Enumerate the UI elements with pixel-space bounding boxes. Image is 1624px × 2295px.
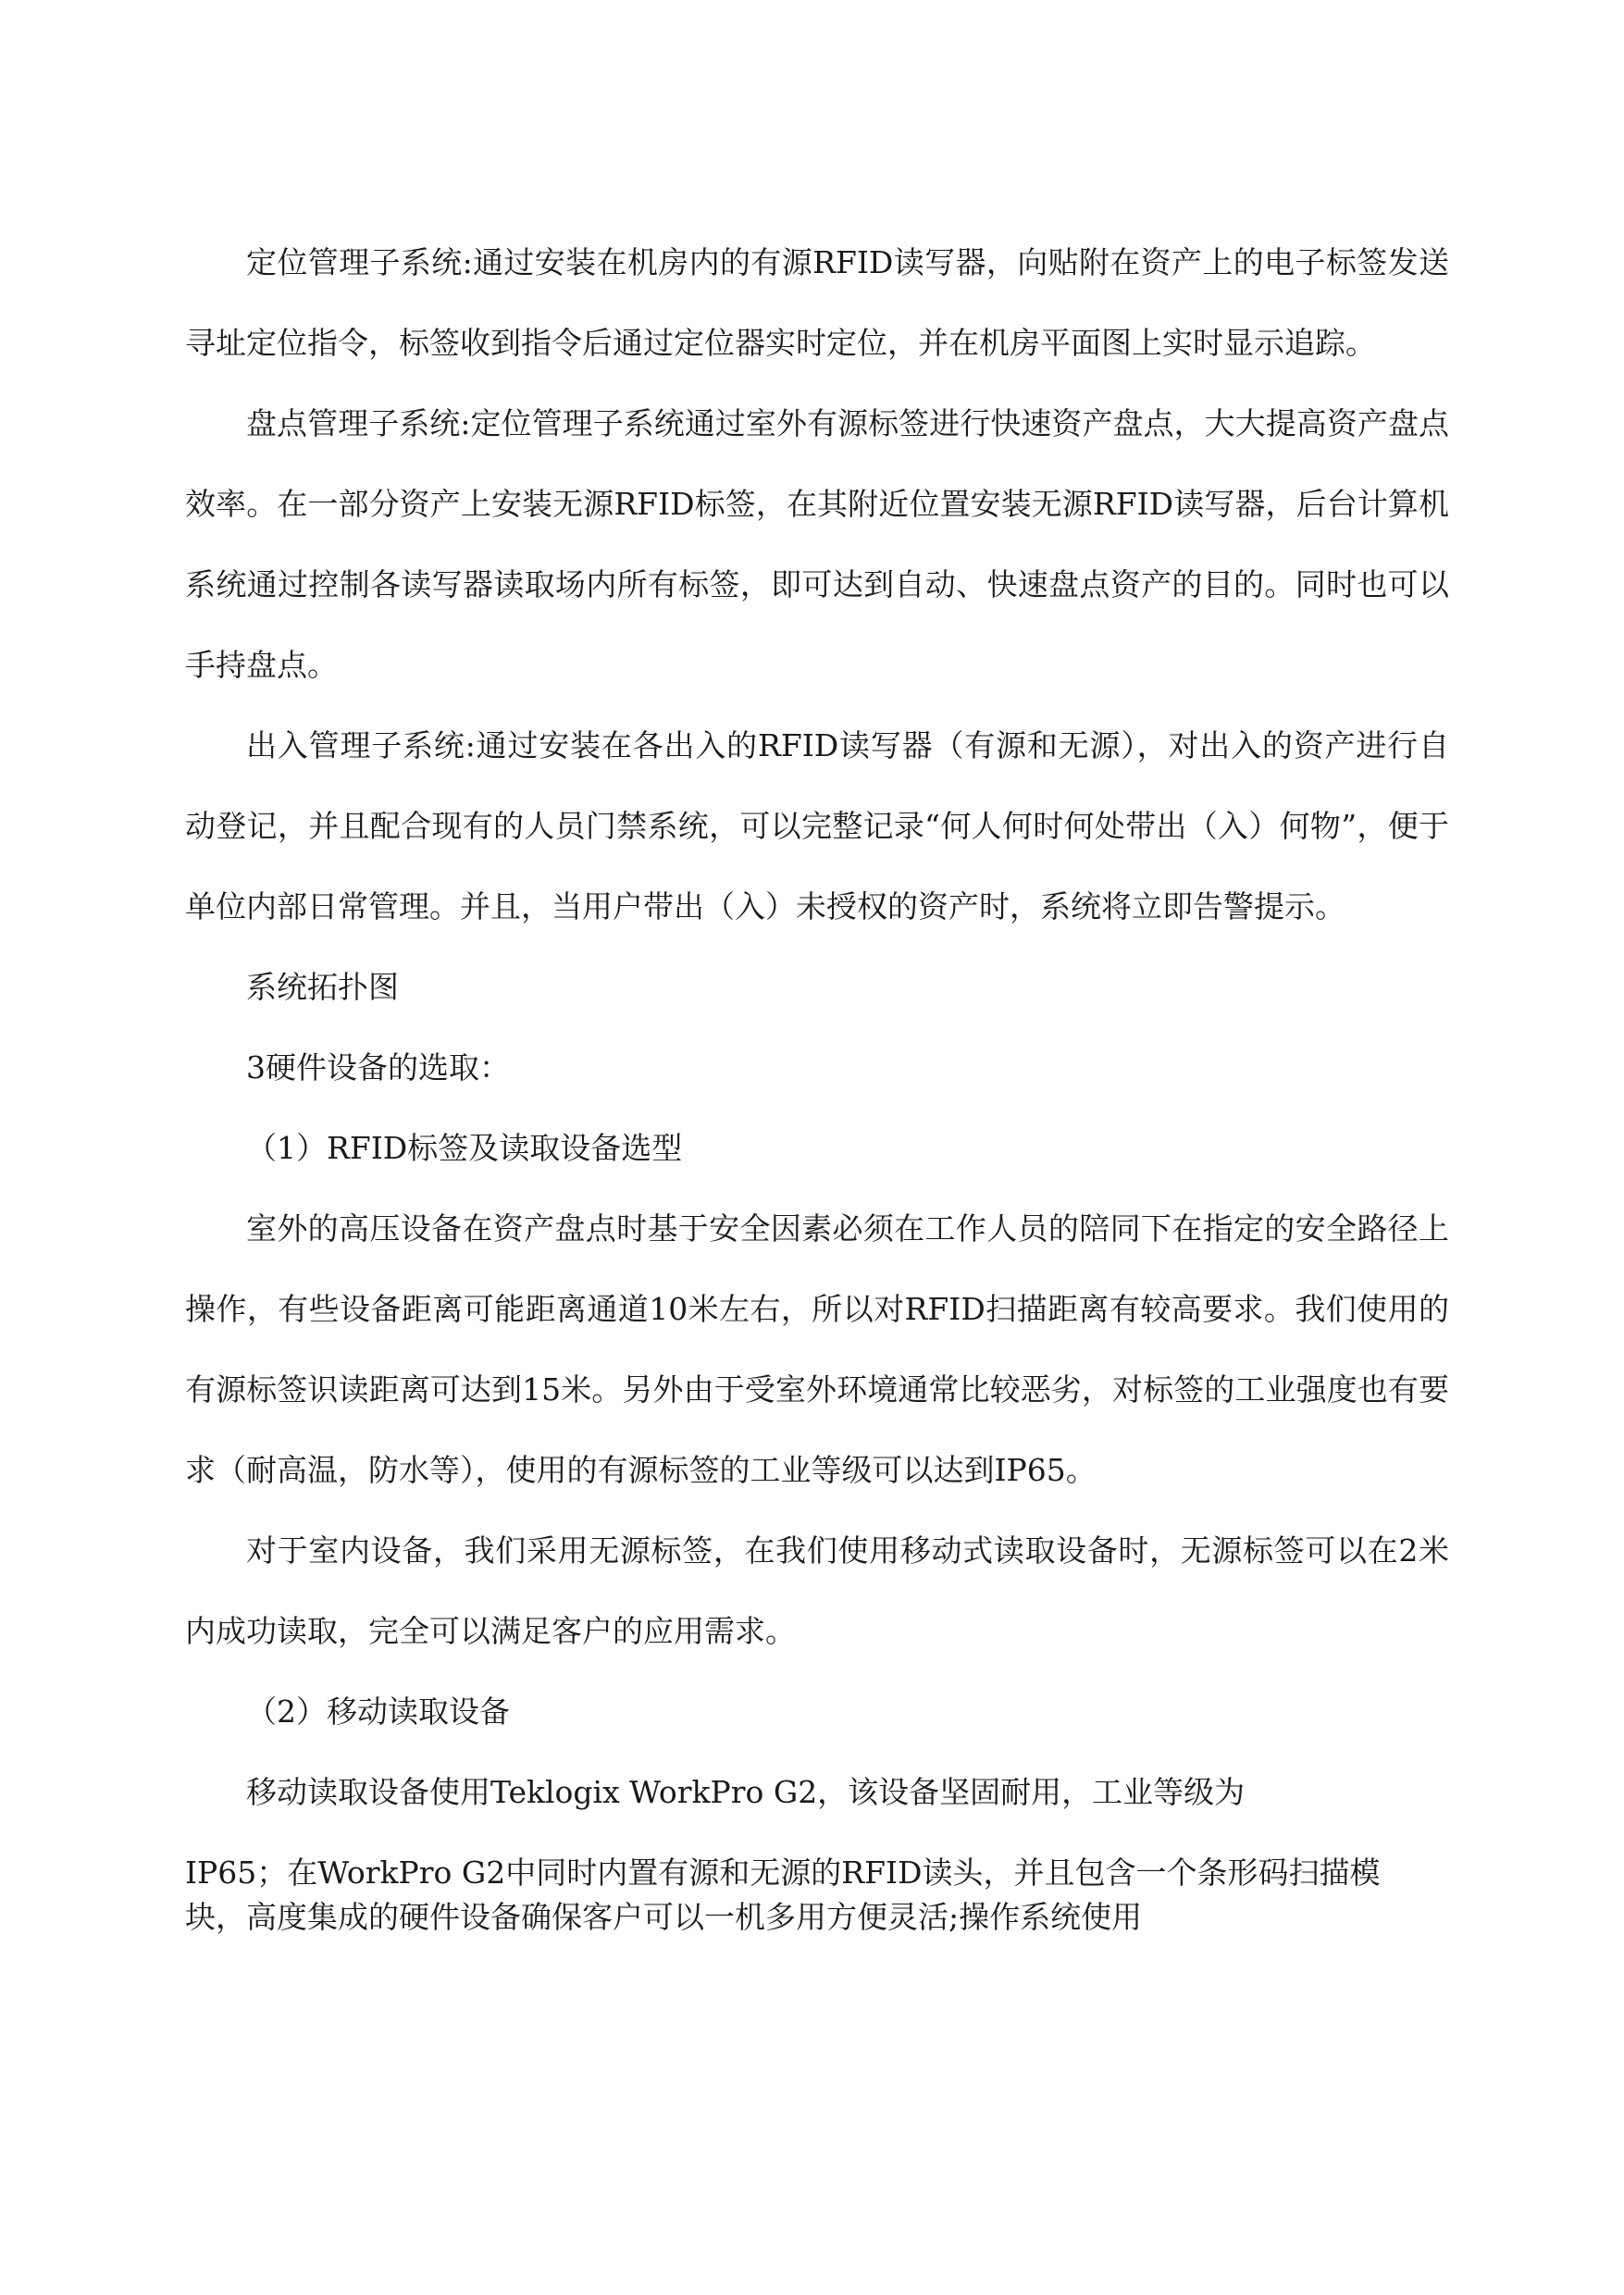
- paragraph-outdoor-tags: 室外的高压设备在资产盘点时基于安全因素必须在工作人员的陪同下在指定的安全路径上操作，有些设备距离可能距离通道10米左右，所以对RFID扫描距离有较高要求。我们使用的有源标签识读距离可达到15米。另外由于受室外环境通常比较恶劣，对标签的工业强度也有要求（耐高温，防水等），使用的有源标签的工业等级可以达到IP65。: [185, 1210, 1449, 1488]
- subsection-1-heading: （1）RFID标签及读取设备选型: [246, 1130, 683, 1166]
- paragraph-access-management: 出入管理子系统:通过安装在各出入的RFID读写器（有源和无源），对出入的资产进行自动登记，并且配合现有的人员门禁系统，可以完整记录“何人何时何处带出（入）何物”，便于单位内部日常管理。并且，当用户带出（入）未授权的资产时，系统将立即告警提示。: [185, 727, 1449, 924]
- mobile-reader-line-3: 块，高度集成的硬件设备确保客户可以一机多用方便灵活;操作系统使用: [185, 1899, 1143, 1935]
- paragraph-location-management: 定位管理子系统:通过安装在机房内的有源RFID读写器，向贴附在资产上的电子标签发送寻址定位指令，标签收到指令后通过定位器实时定位，并在机房平面图上实时显示追踪。: [185, 244, 1449, 361]
- mobile-reader-line-1: 移动读取设备使用Teklogix WorkPro G2，该设备坚固耐用，工业等级为: [246, 1774, 1246, 1810]
- subsection-2-heading: （2）移动读取设备: [246, 1693, 510, 1730]
- topology-heading: 系统拓扑图: [246, 969, 399, 1005]
- paragraph-inventory-management: 盘点管理子系统:定位管理子系统通过室外有源标签进行快速资产盘点，大大提高资产盘点效率。在一部分资产上安装无源RFID标签，在其附近位置安装无源RFID读写器，后台计算机系统通过控制各读写器读取场内所有标签，即可达到自动、快速盘点资产的目的。同时也可以手持盘点。: [185, 405, 1449, 683]
- section-3-heading: 3硬件设备的选取：: [246, 1049, 510, 1085]
- paragraph-mobile-reader: [185, 1752, 1449, 1941]
- paragraph-indoor-tags: 对于室内设备，我们采用无源标签，在我们使用移动式读取设备时，无源标签可以在2米内成功读取，完全可以满足客户的应用需求。: [185, 1532, 1449, 1649]
- mobile-reader-line-2: IP65；在WorkPro G2中同时内置有源和无源的RFID读头，并且包含一个条形码扫描模: [185, 1855, 1381, 1891]
- document-body: [185, 222, 1449, 1941]
